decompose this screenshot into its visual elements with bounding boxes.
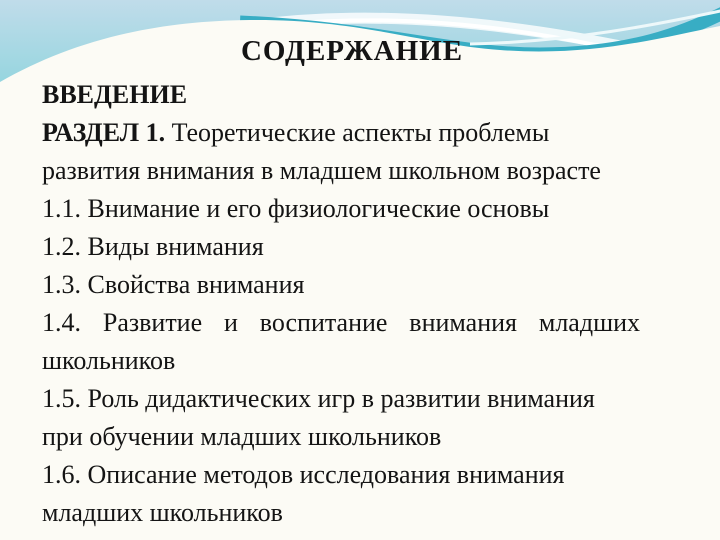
toc-line-razdel-1: РАЗДЕЛ 1. Теоретические аспекты проблемы	[42, 118, 550, 147]
toc-lead: РАЗДЕЛ 1.	[42, 118, 166, 147]
slide-title: СОДЕРЖАНИЕ	[240, 35, 464, 67]
toc-line-1-1: 1.1. Внимание и его физиологические основы	[42, 194, 550, 223]
toc-line-1-5-cont: при обучении младших школьников	[42, 422, 442, 451]
toc-line-vvedenie	[42, 76, 662, 114]
toc-line-1-4-cont: школьников	[42, 346, 176, 375]
toc-line-1-6-cont: младших школьников	[42, 498, 283, 527]
toc-line-1-3: 1.3. Свойства внимания	[42, 270, 305, 299]
toc-lead: ВВЕДЕНИЕ	[42, 80, 188, 109]
toc-line-1-5: 1.5. Роль дидактических игр в развитии внимания	[42, 384, 595, 413]
toc-line-1-4: 1.4. Развитие и воспитание внимания младших	[42, 308, 640, 337]
toc-line-1-2: 1.2. Виды внимания	[42, 232, 264, 261]
toc-line-razdel-1-cont: развития внимания в младшем школьном возрасте	[42, 156, 601, 185]
toc-line-1-6: 1.6. Описание методов исследования внимания	[42, 460, 565, 489]
